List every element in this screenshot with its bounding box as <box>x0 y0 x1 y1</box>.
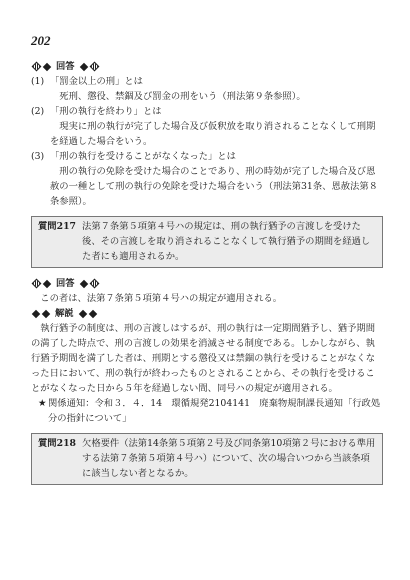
question-text: 法第７条第５項第４号ハの規定は、刑の執行猶予の言渡しを受けた後、その言渡しを取り消されることなくして執行猶予の期間を経過した者にも適用されるか。 <box>82 221 371 262</box>
explanation-heading <box>31 306 383 321</box>
answer-item <box>31 104 383 119</box>
star-icon: ★ <box>38 398 47 409</box>
question-box <box>31 216 383 268</box>
diamond-icon <box>43 62 51 70</box>
explanation-heading-label: 解説 <box>55 308 74 319</box>
page-content <box>31 34 383 493</box>
related-notice <box>31 396 383 426</box>
item-body: 現実に刑の執行が完了した場合及び仮釈放を取り消されることなくして刑期を経過した場合をいう。 <box>50 121 376 147</box>
item-title: 「刑の執行を終わり」とは <box>50 106 162 117</box>
item-body: 死刑、懲役、禁錮及び罰金の刑をいう（刑法第９条参照）。 <box>59 91 306 102</box>
answer-heading <box>31 59 383 74</box>
diamond-icon <box>43 279 51 287</box>
answer-heading <box>31 276 383 291</box>
item-number: (2) <box>31 106 45 117</box>
item-number: (3) <box>31 151 45 162</box>
diamond-icon <box>88 309 96 317</box>
diamond-icon <box>32 309 40 317</box>
notice-text: 関係通知：令和３．４．14 環循規発2104141 廃棄物規制課長通知「行政処分の指針について」 <box>48 398 381 424</box>
answer-item <box>31 74 383 89</box>
page-number: 202 <box>31 33 51 48</box>
diamond-icon <box>42 309 50 317</box>
answer-item <box>31 149 383 164</box>
item-body: 刑の執行の免除を受けた場合のことであり、刑の時効が完了した場合及び恩赦の一種として刑の執行の免除を受けた場合をいう（刑法第31条、恩赦法第８条参照）。 <box>50 166 378 207</box>
answer-text: この者は、法第７条第５項第４号ハの規定が適用される。 <box>40 293 283 304</box>
hatched-diamond-icon <box>89 279 99 289</box>
item-title: 「刑の執行を受けることがなくなった」とは <box>50 151 236 162</box>
hatched-diamond-icon <box>32 279 42 289</box>
item-number: (1) <box>31 76 45 87</box>
item-title: 「罰金以上の刑」とは <box>50 76 143 87</box>
question-label: 質問218 <box>38 438 77 449</box>
question-box <box>31 433 383 485</box>
answer-heading-label: 回答 <box>56 61 75 72</box>
explanation-text: 執行猶予の制度は、刑の言渡しはするが、刑の執行は一定期間猶予し、猶予期間の満了した時点で、刑の言渡しの効果を消滅させる制度である。しかしながら、執行猶予期間を満了した者は、刑期とする懲役又は禁錮の執行を受けることがなくなった日において、刑の執行が終わったものとされることから、その執行を受けることがなくなった日から５年を経過しない間、同号ハの規定が適用される。 <box>31 323 375 394</box>
hatched-diamond-icon <box>89 62 99 72</box>
question-label: 質問217 <box>38 221 77 232</box>
question-text: 欠格要件（法第14条第５項第２号及び同条第10項第２号における準用する法第７条第５項第４号ハ）について、次の場合いつから当該条項に該当しない者となるか。 <box>82 438 376 479</box>
diamond-icon <box>79 279 87 287</box>
answer-heading-label: 回答 <box>56 278 75 289</box>
diamond-icon <box>78 309 86 317</box>
hatched-diamond-icon <box>32 62 42 72</box>
diamond-icon <box>79 62 87 70</box>
